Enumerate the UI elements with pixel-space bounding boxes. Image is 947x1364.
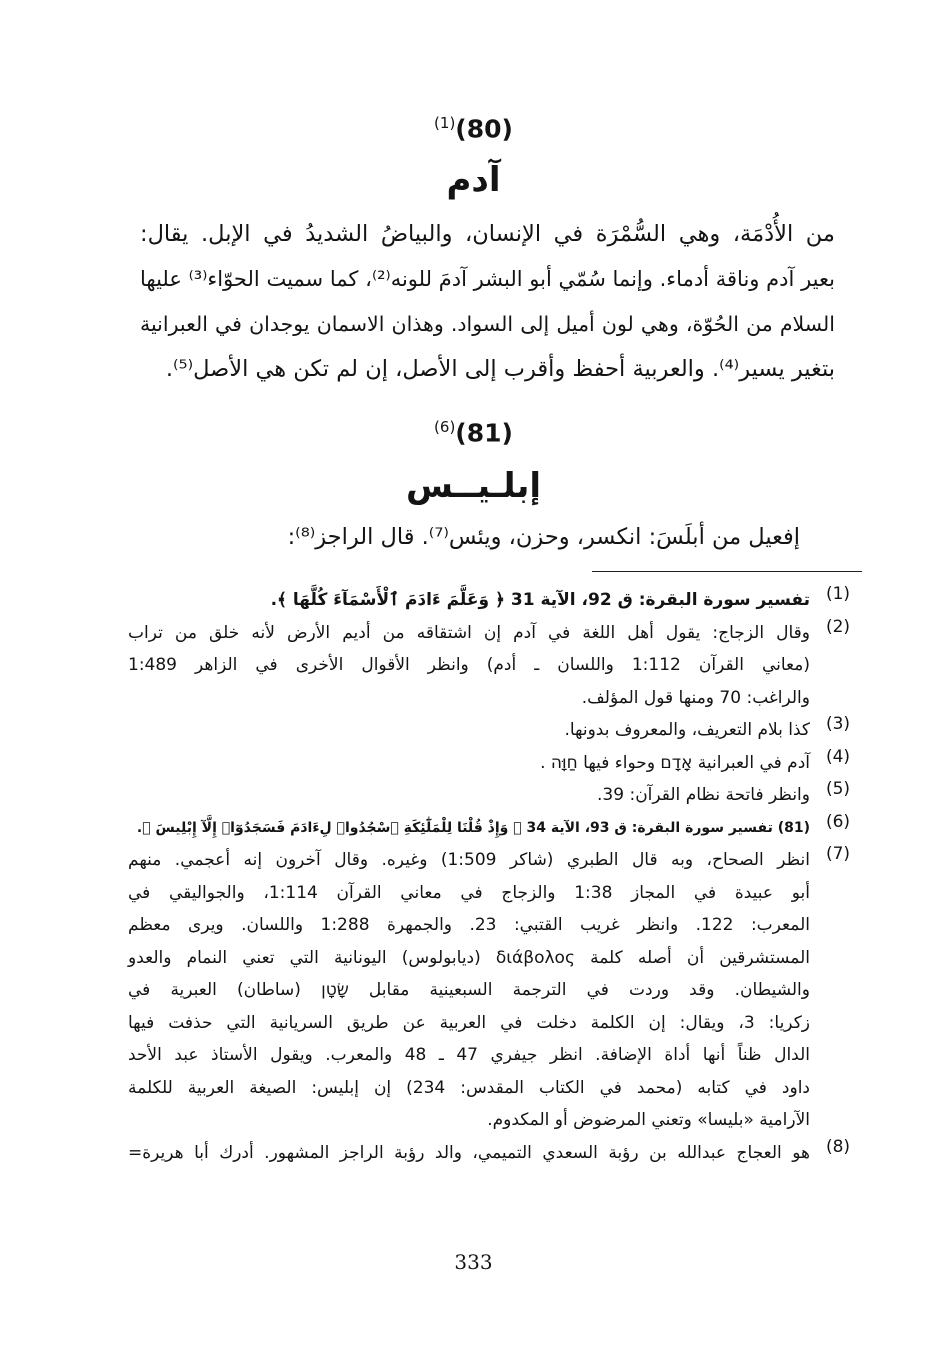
entry-80-footnote-ref: (1): [434, 114, 456, 132]
entry-81-number: [0, 418, 947, 447]
footnote-number: (8): [825, 1136, 851, 1157]
footnote-line: زكريا: 3، ويقال: إن الكلمة دخلت في العربية عن طريق السريانية التي حذفت فيها: [128, 1012, 810, 1033]
footnote-line: انظر الصحاح، وبه قال الطبري (شاكر 1:509) وغيره. وقال آخرون إنه أعجمي. منهم: [128, 850, 810, 870]
entry-80-body: [140, 212, 835, 392]
footnote-line: الدال ظناً أنها أداة الإضافة. انظر جيفري 47 ـ 48 والمعرب. ويقول الأستاذ عبد الأحد: [128, 1045, 810, 1065]
footnote-number: (4): [825, 746, 851, 767]
footnote-line: الآرامية «بليسا» وتعني المرضوض أو المكدوم.: [487, 1110, 810, 1130]
footnote-line: وانظر فاتحة نظام القرآن: 39.: [597, 785, 810, 805]
footnote-2: [128, 617, 858, 715]
footnote-line: والشيطان. وقد وردت في الترجمة السبعينية مقابل שָׂטָן (ساطان) العبرية في: [128, 980, 810, 1000]
footnote-line: وقال الزجاج: يقول أهل اللغة في آدم إن اشتقاقه من أديم الأرض لأنه خلق من تراب: [128, 622, 810, 643]
footnote-number: (5): [825, 779, 851, 799]
entry-80-line: بتغير يسير⁽⁴⁾. والعربية أحفظ وأقرب إلى الأصل، إن لم تكن هي الأصل⁽⁵⁾.: [165, 356, 835, 382]
entry-81-number-text: (81): [455, 418, 513, 448]
footnote-line: المعرب: 122. وانظر غريب القتبي: 23. والجمهرة 1:288 واللسان. ويرى معظم: [128, 915, 810, 935]
footnote-number: (2): [825, 616, 851, 637]
footnote-4: [128, 747, 858, 780]
footnote-5: [128, 779, 858, 812]
footnote-number: (6): [825, 811, 851, 832]
page-number: 333: [454, 1250, 493, 1274]
footnote-8: [128, 1137, 858, 1170]
footnote-number: (7): [825, 844, 851, 864]
entry-81-body: [260, 515, 800, 560]
footnote-line: أبو عبيدة في المجاز 1:38 والزجاج في معاني القرآن 1:114، والجواليقي في: [128, 882, 810, 903]
entry-80-line: بعير آدم وناقة أدماء. وإنما سُمّي أبو البشر آدمَ للونه⁽²⁾، كما سميت الحوّاء⁽³⁾ عليها: [140, 267, 835, 291]
entry-80-line: من الأُدْمَة، وهي السُّمْرَة في الإنسان، والبياضُ الشديدُ في الإبل. يقال:: [140, 221, 835, 247]
entry-80-title: آدم: [446, 160, 501, 200]
entry-81-line: إفعيل من أبلَسَ: انكسر، وحزن، ويئس⁽⁷⁾. قال الراجز⁽⁸⁾:: [287, 524, 800, 550]
entry-81-footnote-ref: (6): [434, 418, 456, 436]
footnote-line: تفسير سورة البقرة: ق 92، الآية 31 ﴿ وَعَلَّمَ ءَادَمَ ٱلْأَسْمَآءَ كُلَّهَا ﴾.: [270, 590, 810, 610]
footnote-line: المستشرقين أن أصله كلمة διάβολος (ديابولوس) اليونانية التي تعني النمام والعدو: [128, 947, 811, 968]
footnote-line: كذا بلام التعريف، والمعروف بدونها.: [564, 720, 810, 740]
footnote-line: آدم في العبرانية אָדָם وحواء فيها חַוָּה .: [540, 752, 810, 773]
entry-80-number: [0, 114, 947, 143]
footnote-7: [128, 844, 858, 1137]
entry-81-title: إبلـيــس: [405, 466, 542, 506]
footnote-3: [128, 714, 858, 747]
footnote-1: [128, 584, 858, 617]
footnote-number: (1): [825, 584, 851, 604]
footnote-line: والراغب: 70 ومنها قول المؤلف.: [581, 687, 810, 708]
footnote-number: (3): [825, 714, 851, 734]
entry-80-number-text: (80): [455, 114, 513, 144]
footnote-line: (81) تفسير سورة البقرة: ق 93، الآية 34 ﴿ وَإِذْ قُلْنَا لِلْمَلَٰٓئِكَةِ ٱسْجُدُوا۟ لِءَادَمَ فَسَجَدُوٓا۟ إِلَّآ إِبْلِيسَ ﴾.: [136, 819, 810, 836]
footnote-line: هو العجاج عبدالله بن رؤبة السعدي التميمي، والد رؤبة الراجز المشهور. أدرك أبا هريرة=: [128, 1142, 810, 1163]
footnote-6: [128, 812, 858, 845]
footnotes: [128, 584, 858, 1169]
footnote-line: داود في كتابه (محمد في الكتاب المقدس: 234) إن إبليس: الصيغة العربية للكلمة: [128, 1077, 810, 1098]
footnote-line: (معاني القرآن 1:112 واللسان ـ أدم) وانظر الأقوال الأخرى في الزاهر 1:489: [128, 655, 810, 675]
entry-80-line: السلام من الحُوّة، وهي لون أميل إلى السواد. وهذان الاسمان يوجدان في العبرانية: [140, 312, 835, 336]
footnote-divider: [592, 571, 862, 572]
